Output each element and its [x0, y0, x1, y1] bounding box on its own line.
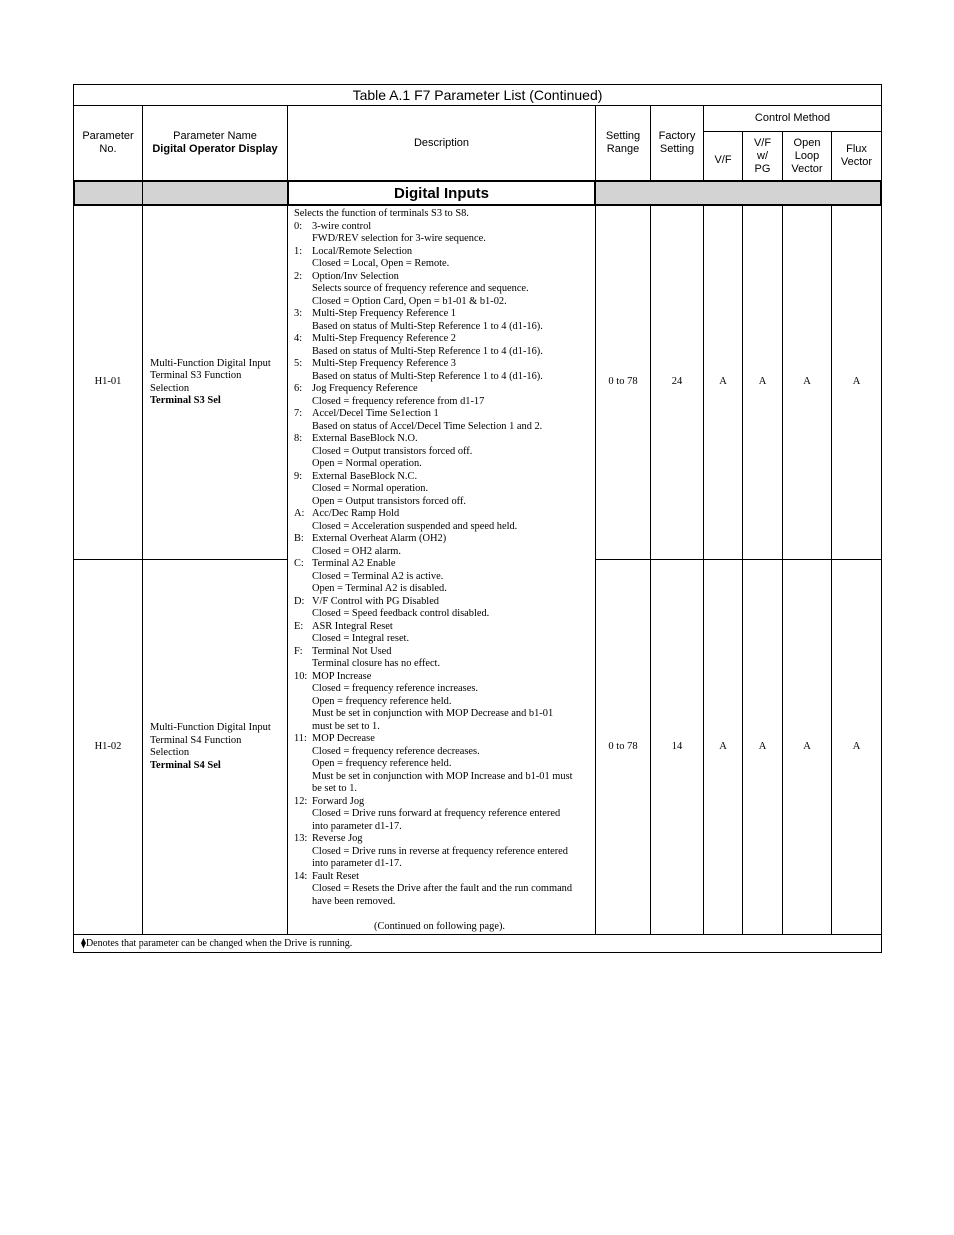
description-item-label: Accel/Decel Time Se1ection 1	[312, 408, 439, 419]
description-item-detail: Open = Output transistors forced off.	[312, 495, 466, 507]
row1-setting-range: 0 to 78	[595, 205, 651, 560]
description-item-number: 14:	[294, 870, 308, 882]
row1-name-line1: Multi-Function Digital Input	[150, 357, 271, 369]
description-item	[294, 596, 595, 609]
description-item-label: Fault Reset	[312, 870, 360, 882]
description-item	[294, 221, 595, 234]
description-item	[294, 871, 595, 884]
description-item-number: 3:	[294, 308, 303, 319]
description-item-detail: Closed = frequency reference increases.	[312, 683, 478, 694]
description-item-detail: Must be set in conjunction with MOP Decrease and b1-01	[312, 708, 554, 719]
description-item-number: 7:	[294, 408, 303, 419]
row2-vf: A	[703, 559, 743, 935]
description-item	[294, 433, 595, 446]
description-item-detail: have been removed.	[312, 895, 396, 907]
description-item-label: Multi-Step Frequency Reference 3	[312, 358, 456, 369]
description-item	[294, 271, 595, 284]
description-item-detail: Closed = Integral reset.	[312, 633, 410, 644]
header-factory-setting: Factory Setting	[650, 105, 704, 181]
description-item	[294, 671, 595, 684]
header-param-name-line1: Parameter Name	[173, 130, 257, 142]
description-item-number: 11:	[294, 733, 307, 744]
description-item-number: D:	[294, 595, 305, 607]
description-item	[294, 358, 595, 371]
description-item-detail: Based on status of Multi-Step Reference 1 to 4 (d1-16).	[312, 370, 543, 382]
row2-factory-setting: 14	[650, 559, 704, 935]
description-item	[294, 796, 595, 809]
header-flux-vector: Flux Vector	[831, 131, 882, 181]
description-item-detail: Closed = OH2 alarm.	[312, 545, 401, 557]
row1-vf: A	[703, 205, 743, 560]
description-item-detail: Closed = Acceleration suspended and speed held.	[312, 520, 518, 532]
description-cell	[287, 205, 596, 935]
description-item-number: E:	[294, 620, 304, 632]
row1-name-line3: Selection	[150, 382, 190, 394]
description-item-number: 0:	[294, 220, 303, 232]
description-item-number: 12:	[294, 795, 308, 807]
description-item	[294, 558, 595, 571]
description-item-label: Jog Frequency Reference	[312, 383, 418, 394]
description-item-detail: Closed = Speed feedback control disabled.	[312, 608, 490, 619]
description-item-label: MOP Decrease	[312, 733, 375, 744]
description-item-number: A:	[294, 508, 305, 519]
description-item-number: 4:	[294, 333, 303, 344]
description-item-detail: Open = frequency reference held.	[312, 758, 452, 769]
description-item-label: Multi-Step Frequency Reference 2	[312, 333, 456, 344]
description-item-detail: Closed = Resets the Drive after the fault and the run command	[312, 883, 573, 894]
description-item-detail: Terminal closure has no effect.	[312, 658, 441, 669]
description-item-label: Option/Inv Selection	[312, 270, 399, 282]
description-item-detail: Closed = frequency reference from d1-17	[312, 395, 485, 407]
description-item	[294, 308, 595, 321]
description-spacer	[294, 908, 595, 921]
description-item-label: 3-wire control	[312, 220, 372, 232]
row1-flux-vector: A	[831, 205, 882, 560]
row2-setting-range: 0 to 78	[595, 559, 651, 935]
description-item-detail: FWD/REV selection for 3-wire sequence.	[312, 233, 486, 244]
description-item-detail: Must be set in conjunction with MOP Increase and b1-01 must	[312, 770, 573, 782]
description-item	[294, 471, 595, 484]
description-item-label: External BaseBlock N.O.	[312, 433, 418, 444]
description-item-detail: into parameter d1-17.	[312, 820, 402, 832]
description-item-number: 1:	[294, 245, 303, 257]
description-continued: (Continued on following page).	[373, 920, 505, 932]
description-item-number: 13:	[294, 833, 308, 844]
description-item-detail: Closed = Terminal A2 is active.	[312, 570, 444, 582]
description-item-number: 10:	[294, 670, 308, 682]
description-item	[294, 333, 595, 346]
description-item-detail: Open = frequency reference held.	[312, 695, 452, 707]
row2-flux-vector: A	[831, 559, 882, 935]
description-item-label: Reverse Jog	[312, 833, 363, 844]
header-setting-range: Setting Range	[595, 105, 651, 181]
description-item	[294, 833, 595, 846]
description-item-detail: be set to 1.	[312, 783, 358, 794]
description-item-label: Terminal A2 Enable	[312, 558, 396, 569]
description-item-detail: Selects source of frequency reference and sequence.	[312, 283, 529, 294]
description-item-detail: Closed = Drive runs forward at frequency reference entered	[312, 808, 561, 819]
header-description: Description	[287, 105, 596, 181]
description-item-detail: Open = Terminal A2 is disabled.	[312, 583, 447, 594]
row2-display-name: Terminal S4 Sel	[150, 759, 221, 771]
row2-name-line3: Selection	[150, 747, 190, 758]
description-item-number: 8:	[294, 433, 303, 444]
description-item	[294, 508, 595, 521]
table-title: Table A.1 F7 Parameter List (Continued)	[73, 84, 882, 106]
header-vf: V/F	[703, 131, 743, 181]
row2-param-name	[142, 559, 288, 935]
description-item	[294, 383, 595, 396]
description-item-label: Multi-Step Frequency Reference 1	[312, 308, 456, 319]
description-item-detail: Closed = Normal operation.	[312, 483, 429, 494]
description-item-detail: Closed = Option Card, Open = b1-01 & b1-02.	[312, 295, 507, 307]
description-item	[294, 408, 595, 421]
row1-open-loop-vector: A	[782, 205, 832, 560]
section-title: Digital Inputs	[287, 180, 596, 206]
row1-name-line2: Terminal S3 Function	[150, 370, 242, 381]
description-intro: Selects the function of terminals S3 to S8.	[294, 208, 469, 219]
description-item-detail: Based on status of Accel/Decel Time Selection 1 and 2.	[312, 420, 543, 432]
header-open-loop-vector: Open Loop Vector	[782, 131, 832, 181]
row1-vf-pg: A	[742, 205, 783, 560]
description-item-detail: Closed = Output transistors forced off.	[312, 445, 473, 457]
header-vf-pg: V/F w/ PG	[742, 131, 783, 181]
row1-display-name: Terminal S3 Sel	[150, 395, 221, 406]
description-item	[294, 533, 595, 546]
description-item-label: MOP Increase	[312, 670, 372, 682]
description-item-number: F:	[294, 645, 303, 657]
description-item-detail: Closed = Drive runs in reverse at frequency reference entered	[312, 845, 568, 857]
description-item-detail: must be set to 1.	[312, 720, 380, 732]
row2-vf-pg: A	[742, 559, 783, 935]
description-item-label: V/F Control with PG Disabled	[312, 595, 440, 607]
description-items	[294, 221, 595, 909]
description-item	[294, 246, 595, 259]
header-param-no: Parameter No.	[73, 105, 143, 181]
row1-param-no: H1-01	[73, 205, 143, 560]
description-item-label: Acc/Dec Ramp Hold	[312, 508, 400, 519]
description-item-number: 9:	[294, 470, 303, 482]
description-item-detail: Closed = frequency reference decreases.	[312, 745, 480, 757]
description-item-detail: Closed = Local, Open = Remote.	[312, 258, 450, 269]
row2-name-line2: Terminal S4 Function	[150, 734, 242, 746]
description-item-number: C:	[294, 558, 304, 569]
row2-name-line1: Multi-Function Digital Input	[150, 722, 271, 733]
description-item	[294, 646, 595, 659]
row2-open-loop-vector: A	[782, 559, 832, 935]
description-item-number: 6:	[294, 383, 303, 394]
description-item-number: B:	[294, 533, 304, 544]
description-item	[294, 621, 595, 634]
description-item-detail: Based on status of Multi-Step Reference 1 to 4 (d1-16).	[312, 320, 543, 332]
description-item-label: Forward Jog	[312, 795, 365, 807]
description-item-detail: into parameter d1-17.	[312, 858, 402, 869]
description-item-detail: Based on status of Multi-Step Reference 1 to 4 (d1-16).	[312, 345, 543, 357]
row2-param-no: H1-02	[73, 559, 143, 935]
header-control-method: Control Method	[703, 105, 882, 132]
section-band-divider-left	[142, 180, 143, 206]
description-item-detail: Open = Normal operation.	[312, 458, 422, 469]
description-item-label: External BaseBlock N.C.	[312, 470, 418, 482]
row1-factory-setting: 24	[650, 205, 704, 560]
description-item-label: External Overheat Alarm (OH2)	[312, 533, 447, 544]
description-item-number: 2:	[294, 270, 303, 282]
description-item-label: Local/Remote Selection	[312, 245, 413, 257]
description-item	[294, 733, 595, 746]
description-item-label: Terminal Not Used	[312, 645, 392, 657]
row1-param-name	[142, 205, 288, 560]
description-item-label: ASR Integral Reset	[312, 620, 393, 632]
description-item-number: 5:	[294, 358, 303, 369]
header-param-name-line2: Digital Operator Display	[152, 143, 278, 155]
header-param-name	[142, 105, 288, 181]
table-footnote: ⧫Denotes that parameter can be changed when the Drive is running.	[73, 934, 882, 953]
